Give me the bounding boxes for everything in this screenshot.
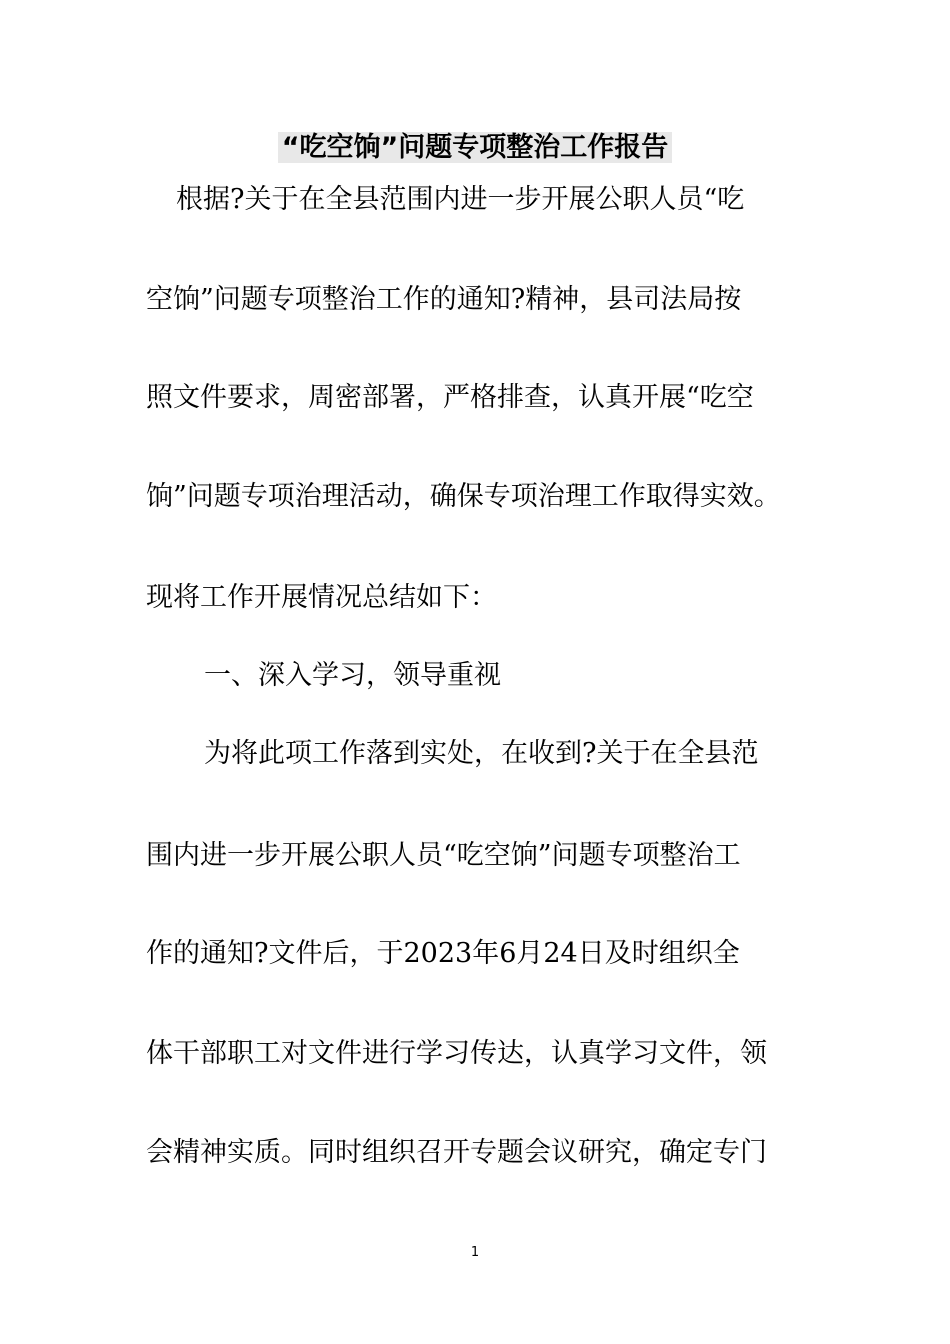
paragraph-line: 作的通知?文件后，于2023年6月24日及时组织全 (146, 938, 740, 969)
paragraph-line: 会精神实质。同时组织召开专题会议研究，确定专门 (146, 1137, 767, 1168)
paragraph-line: 现将工作开展情况总结如下： (146, 582, 497, 613)
document-title: “吃空饷”问题专项整治工作报告 (0, 128, 950, 168)
paragraph-line: 围内进一步开展公职人员“吃空饷”问题专项整治工 (146, 840, 741, 871)
section-heading: 一、深入学习，领导重视 (204, 660, 501, 691)
paragraph-line: 体干部职工对文件进行学习传达，认真学习文件，领 (146, 1038, 767, 1069)
paragraph-line: 根据?关于在全县范围内进一步开展公职人员“吃 (176, 184, 745, 215)
paragraph-line: 照文件要求，周密部署，严格排查，认真开展“吃空 (146, 382, 754, 413)
paragraph-line: 饷”问题专项治理活动，确保专项治理工作取得实效。 (146, 481, 781, 512)
paragraph-line: 为将此项工作落到实处，在收到?关于在全县范 (204, 738, 759, 769)
paragraph-line: 空饷”问题专项整治工作的通知?精神，县司法局按 (146, 284, 742, 315)
page-number: 1 (470, 1245, 480, 1260)
